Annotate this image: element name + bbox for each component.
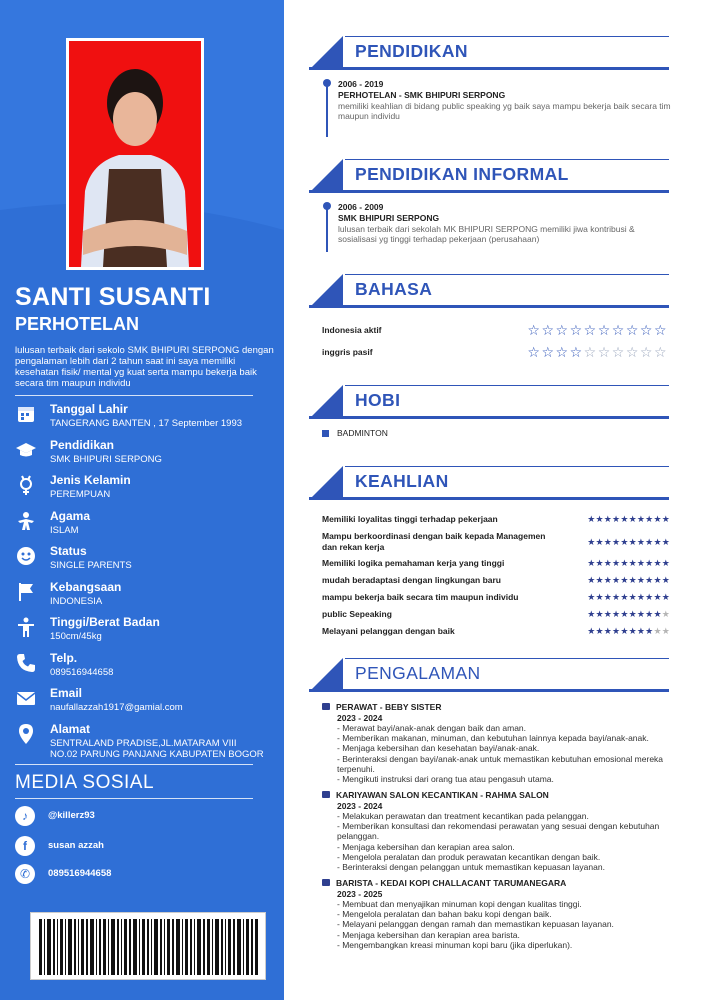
- section-triangle-icon: [309, 385, 343, 419]
- experience-item: - Merawat bayi/anak-anak dengan baik dan aman.: [337, 723, 527, 733]
- skill-row: [322, 514, 672, 531]
- star-icon: ★: [620, 626, 629, 636]
- media-title: MEDIA SOSIAL: [15, 772, 155, 793]
- star-icon: ★: [645, 514, 654, 524]
- info-body: [15, 614, 277, 650]
- star-icon: ★: [645, 537, 654, 547]
- star-icon: ☆: [625, 322, 640, 338]
- star-icon: ★: [636, 626, 646, 636]
- experience-year: 2023 - 2024: [337, 713, 383, 723]
- info-label: Kebangsaan: [50, 579, 122, 594]
- star-icon: ★: [636, 558, 646, 568]
- sidebar-divider: [15, 395, 253, 396]
- experience-entry: [322, 878, 678, 950]
- language-rating: [527, 344, 668, 361]
- timeline-line: [326, 83, 328, 137]
- sidebar: [0, 0, 284, 1000]
- experience-item: - Membuat dan menyajikan minuman kopi dengan kualitas tinggi.: [337, 899, 582, 909]
- star-icon: ★: [628, 609, 637, 619]
- social-facebook[interactable]: [15, 836, 265, 858]
- star-icon: ★: [636, 537, 646, 547]
- experience-item: - Mengembangkan kreasi minuman kopi baru (jika diperlukan).: [337, 939, 573, 950]
- star-icon: ★: [612, 592, 621, 602]
- section-top-line: [345, 658, 669, 659]
- flag-icon: [15, 581, 37, 603]
- section-hobi: [309, 385, 669, 419]
- experience-title: BARISTA - KEDAI KOPI CHALLACANT TARUMANEGARA: [336, 878, 567, 888]
- star-icon: ★: [636, 575, 646, 585]
- section-pengalaman: [309, 658, 669, 692]
- star-icon: ★: [612, 537, 621, 547]
- star-icon: ★: [612, 514, 621, 524]
- checkbox-icon: [322, 430, 329, 437]
- section-triangle-icon: [309, 274, 343, 308]
- skill-rating: [587, 558, 670, 569]
- whatsapp-icon: ✆: [15, 864, 35, 884]
- social-handle[interactable]: 089516944658: [48, 868, 112, 879]
- experience-item: - Mengelola peralatan dan produk perawatan kecantikan dengan baik.: [337, 851, 601, 862]
- experience-title: KARIYAWAN SALON KECANTIKAN - RAHMA SALON: [336, 790, 549, 800]
- skill-name: mampu bekerja baik secara tim maupun individu: [322, 592, 519, 602]
- star-icon: ★: [636, 514, 646, 524]
- barcode-bars: [31, 913, 266, 980]
- religion-icon: [15, 510, 37, 532]
- phone-icon: [15, 652, 37, 674]
- star-icon: ★: [603, 575, 613, 585]
- education-desc: memiliki keahlian di bidang public speaking yg baik saya mampu bekerja baik secara tim maupun individu: [338, 101, 671, 121]
- experience-item: - Menjaga kebersihan dan kerapian area salon.: [337, 841, 515, 852]
- info-gender: [15, 472, 277, 508]
- education-year: 2006 - 2019: [338, 79, 384, 89]
- section-top-line: [345, 36, 669, 37]
- skill-name: Memiliki loyalitas tinggi terhadap pekerjaan: [322, 514, 498, 524]
- experience-item: - Melakukan perawatan dan treatment kecantikan pada pelanggan.: [337, 811, 589, 821]
- star-icon: ★: [612, 626, 621, 636]
- star-icon: ☆: [555, 322, 570, 338]
- star-icon: ★: [661, 609, 670, 619]
- section-underline: [309, 67, 669, 70]
- star-icon: ★: [645, 626, 654, 636]
- star-icon: ★: [636, 592, 646, 602]
- education-entry: [322, 79, 672, 121]
- star-icon: ★: [620, 575, 629, 585]
- language-name: inggris pasif: [322, 347, 373, 357]
- graduation-cap-icon: [15, 439, 37, 461]
- section-underline: [309, 190, 669, 193]
- skill-row: [322, 575, 672, 592]
- section-triangle-icon: [309, 36, 343, 70]
- info-value: PEREMPUAN: [50, 489, 111, 500]
- star-icon: ☆: [541, 322, 556, 338]
- info-email: [15, 685, 277, 721]
- experience-title: PERAWAT - BEBY SISTER: [336, 702, 442, 712]
- info-label: Tinggi/Berat Badan: [50, 615, 160, 629]
- experience-item: - Berinteraksi dengan bayi/anak-anak untuk memastikan kebutuhan emosional mereka terpenuhi.: [337, 753, 664, 774]
- tiktok-icon: ♪: [15, 806, 35, 826]
- social-handle[interactable]: @killerz93: [48, 810, 95, 821]
- experience-item: - Menjaga kebersihan dan kerapian area barista.: [337, 929, 520, 940]
- skill-name: mudah beradaptasi dengan lingkungan baru: [322, 575, 501, 585]
- star-icon: ★: [661, 626, 670, 636]
- skill-rating: [587, 514, 670, 525]
- language-name: Indonesia aktif: [322, 325, 382, 335]
- experience-item: - Melayani pelanggan dengan ramah dan memastikan kepuasan layanan.: [337, 919, 614, 930]
- person-height-icon: [15, 616, 37, 638]
- social-whatsapp[interactable]: [15, 864, 265, 886]
- experience-item: - Mengikuti instruksi dari orang tua atau pengasuh utama.: [337, 774, 554, 785]
- star-icon: ☆: [639, 322, 654, 338]
- info-value: INDONESIA: [50, 595, 103, 607]
- sidebar-divider: [15, 764, 253, 765]
- info-label: Jenis Kelamin: [50, 473, 131, 487]
- experience-item: - Mengelola peralatan dan bahan baku kopi dengan baik.: [337, 909, 552, 920]
- star-icon: ★: [628, 558, 637, 568]
- education-school: PERHOTELAN - SMK BHIPURI SERPONG: [338, 90, 506, 100]
- informal-entry: [322, 202, 672, 244]
- section-title: HOBI: [355, 390, 401, 410]
- star-icon: ☆: [639, 344, 654, 360]
- location-icon: [15, 723, 37, 745]
- experience-year: 2023 - 2025: [337, 889, 383, 899]
- experience-entry: [322, 702, 678, 784]
- section-title: BAHASA: [355, 279, 433, 299]
- star-icon: ☆: [625, 344, 640, 360]
- star-icon: ☆: [597, 322, 612, 338]
- info-value-line2: NO.02 PARUNG PANJANG KABUPATEN BOGOR: [50, 748, 264, 760]
- gender-icon: [15, 474, 37, 496]
- star-icon: ★: [628, 592, 637, 602]
- star-icon: ★: [661, 537, 670, 547]
- star-icon: ★: [661, 592, 670, 602]
- star-icon: ☆: [653, 322, 668, 338]
- skills-list: [322, 514, 672, 643]
- experience-item: - Memberikan konsultasi dan rekomendasi perawatan yang sesuai dengan kebutuhan pelanggan.: [337, 821, 660, 842]
- info-label: Tanggal Lahir: [50, 402, 128, 416]
- experience-year: 2023 - 2024: [337, 801, 383, 811]
- full-name: SANTI SUSANTI: [15, 283, 211, 311]
- skill-rating: [587, 592, 670, 603]
- star-icon: ★: [628, 514, 637, 524]
- star-icon: ★: [587, 626, 596, 636]
- calendar-icon: [15, 403, 37, 425]
- star-icon: ★: [636, 609, 646, 619]
- info-address: [15, 721, 277, 760]
- info-value: ISLAM: [50, 524, 79, 536]
- star-icon: ★: [620, 537, 629, 547]
- experience-item: - Memberikan makanan, minuman, dan kebutuhan lainnya kepada bayi/anak-anak.: [337, 733, 649, 744]
- star-icon: ★: [587, 514, 596, 524]
- info-value: TANGERANG BANTEN , 17 September 1993: [50, 418, 243, 429]
- star-icon: ★: [653, 514, 662, 524]
- section-underline: [309, 416, 669, 419]
- star-icon: ★: [620, 592, 629, 602]
- info-nationality: [15, 579, 277, 615]
- skill-rating: [587, 626, 670, 637]
- skill-name: public Sepeaking: [322, 609, 392, 619]
- section-underline: [309, 497, 669, 500]
- skill-row: [322, 592, 672, 609]
- star-icon: ★: [603, 609, 613, 619]
- star-icon: ★: [628, 626, 637, 636]
- section-top-line: [345, 159, 669, 160]
- section-title: PENDIDIKAN: [355, 41, 468, 61]
- timeline-line: [326, 206, 328, 252]
- star-icon: ★: [628, 537, 637, 547]
- star-icon: ★: [645, 575, 654, 585]
- sidebar-divider: [15, 798, 253, 799]
- star-icon: ☆: [583, 344, 598, 360]
- star-icon: ★: [645, 558, 654, 568]
- personal-info-list: [15, 401, 277, 760]
- star-icon: ☆: [555, 344, 570, 360]
- briefcase-icon: [322, 879, 330, 886]
- informal-school: SMK BHIPURI SERPONG: [338, 213, 440, 223]
- skill-row: [322, 609, 672, 626]
- section-top-line: [345, 385, 669, 386]
- info-status: [15, 543, 277, 579]
- section-keahlian: [309, 466, 669, 500]
- star-icon: ★: [661, 514, 670, 524]
- star-icon: ★: [628, 575, 637, 585]
- star-icon: ★: [603, 514, 613, 524]
- social-handle[interactable]: susan azzah: [48, 840, 104, 851]
- info-label[interactable]: Telp.: [50, 650, 78, 665]
- star-icon: ★: [603, 592, 613, 602]
- star-icon: ☆: [653, 344, 668, 360]
- star-icon: ★: [645, 609, 654, 619]
- section-pendidikan: [309, 36, 669, 70]
- skill-name: Memiliki logika pemahaman kerja yang tinggi: [322, 558, 505, 568]
- info-value[interactable]: naufallazzah1917@gamial.com: [50, 702, 183, 713]
- info-label: Status: [50, 544, 87, 558]
- star-icon: ★: [653, 626, 662, 636]
- info-value[interactable]: 089516944658: [50, 666, 114, 678]
- section-title: PENGALAMAN: [355, 663, 481, 683]
- language-row: [322, 322, 672, 340]
- info-value: SMK BHIPURI SERPONG: [50, 453, 162, 465]
- star-icon: ☆: [569, 344, 584, 360]
- skill-rating: [587, 575, 670, 586]
- profile-summary: lulusan terbaik dari sekolo SMK BHIPURI SERPONG dengan pengalaman lebih dari 2 tahun saat ini saya memiliki kesehatan fisik/ mental yg kuat serta mampu bekerja baik secara tim maupun individu: [15, 345, 274, 389]
- language-row: [322, 344, 672, 362]
- star-icon: ☆: [541, 344, 556, 360]
- info-value: SENTRALAND PRADISE,JL.MATARAM VIII: [50, 737, 237, 749]
- informal-year: 2006 - 2009: [338, 202, 384, 212]
- star-icon: ★: [595, 558, 604, 568]
- facebook-icon: f: [15, 836, 35, 856]
- person-silhouette: [69, 41, 201, 267]
- profile-photo: [69, 41, 201, 267]
- info-phone: [15, 650, 277, 686]
- info-education: [15, 437, 277, 473]
- section-title: PENDIDIKAN INFORMAL: [355, 164, 569, 184]
- info-religion: [15, 508, 277, 544]
- info-label: Email: [50, 686, 83, 700]
- section-informal: [309, 159, 669, 193]
- section-underline: [309, 689, 669, 692]
- info-value: 150cm/45kg: [50, 631, 102, 642]
- skill-row: [322, 626, 672, 643]
- star-icon: ★: [587, 575, 596, 585]
- skill-row: [322, 531, 672, 558]
- info-label: Agama: [50, 508, 91, 523]
- email-icon: [15, 687, 37, 709]
- star-icon: ★: [620, 514, 629, 524]
- social-tiktok[interactable]: [15, 806, 265, 828]
- star-icon: ★: [612, 609, 621, 619]
- info-birth: [15, 401, 277, 437]
- star-icon: ★: [612, 558, 621, 568]
- star-icon: ★: [603, 626, 613, 636]
- star-icon: ★: [653, 558, 662, 568]
- language-rating: [527, 322, 668, 339]
- star-icon: ★: [653, 592, 662, 602]
- experience-entry: [322, 790, 678, 872]
- hobby-label: BADMINTON: [337, 428, 388, 438]
- star-icon: ★: [645, 592, 654, 602]
- star-icon: ☆: [583, 322, 598, 338]
- experience-item: - Menjaga kebersihan dan kesehatan bayi/anak-anak.: [337, 743, 540, 754]
- star-icon: ☆: [527, 322, 542, 338]
- skill-row: [322, 558, 672, 575]
- barcode: [30, 912, 266, 980]
- star-icon: ★: [595, 514, 604, 524]
- star-icon: ★: [620, 609, 629, 619]
- job-role: PERHOTELAN: [15, 314, 140, 334]
- skill-name: Mampu berkoordinasi dengan baik kepada Managemen dan rekan kerja: [322, 531, 546, 552]
- section-bahasa: [309, 274, 669, 308]
- profile-photo-frame: [66, 38, 204, 270]
- star-icon: ☆: [569, 322, 584, 338]
- section-triangle-icon: [309, 466, 343, 500]
- section-top-line: [345, 274, 669, 275]
- star-icon: ★: [587, 537, 596, 547]
- briefcase-icon: [322, 791, 330, 798]
- section-underline: [309, 305, 669, 308]
- star-icon: ★: [595, 626, 604, 636]
- info-label: Alamat: [50, 721, 91, 736]
- star-icon: ★: [661, 575, 670, 585]
- hobby-item: [322, 428, 388, 438]
- star-icon: ☆: [611, 344, 626, 360]
- section-top-line: [345, 466, 669, 467]
- star-icon: ★: [595, 537, 604, 547]
- star-icon: ★: [587, 558, 596, 568]
- star-icon: ★: [603, 537, 613, 547]
- star-icon: ★: [587, 592, 596, 602]
- star-icon: ★: [595, 609, 604, 619]
- skill-rating: [587, 537, 670, 548]
- briefcase-icon: [322, 703, 330, 710]
- star-icon: ★: [595, 592, 604, 602]
- star-icon: ★: [653, 537, 662, 547]
- experience-item: - Berinteraksi dengan pelanggan untuk memastikan kepuasan layanan.: [337, 862, 605, 873]
- star-icon: ☆: [611, 322, 626, 338]
- star-icon: ★: [595, 575, 604, 585]
- star-icon: ★: [661, 558, 670, 568]
- section-triangle-icon: [309, 658, 343, 692]
- skill-name: Melayani pelanggan dengan baik: [322, 626, 455, 636]
- section-triangle-icon: [309, 159, 343, 193]
- star-icon: ★: [603, 558, 613, 568]
- star-icon: ☆: [597, 344, 612, 360]
- informal-desc: lulusan terbaik dari sekolah MK BHIPURI SERPONG memiliki jiwa kontribusi & sosialisasi yg tinggi terhadap pekerjaan (perusahaan): [338, 224, 635, 244]
- info-value: SINGLE PARENTS: [50, 560, 132, 571]
- star-icon: ★: [653, 575, 662, 585]
- star-icon: ☆: [527, 344, 542, 360]
- status-icon: [15, 545, 37, 567]
- star-icon: ★: [653, 609, 662, 619]
- star-icon: ★: [612, 575, 621, 585]
- section-title: KEAHLIAN: [355, 471, 449, 491]
- skill-rating: [587, 609, 670, 620]
- star-icon: ★: [620, 558, 629, 568]
- info-label: Pendidikan: [50, 437, 115, 452]
- star-icon: ★: [587, 609, 596, 619]
